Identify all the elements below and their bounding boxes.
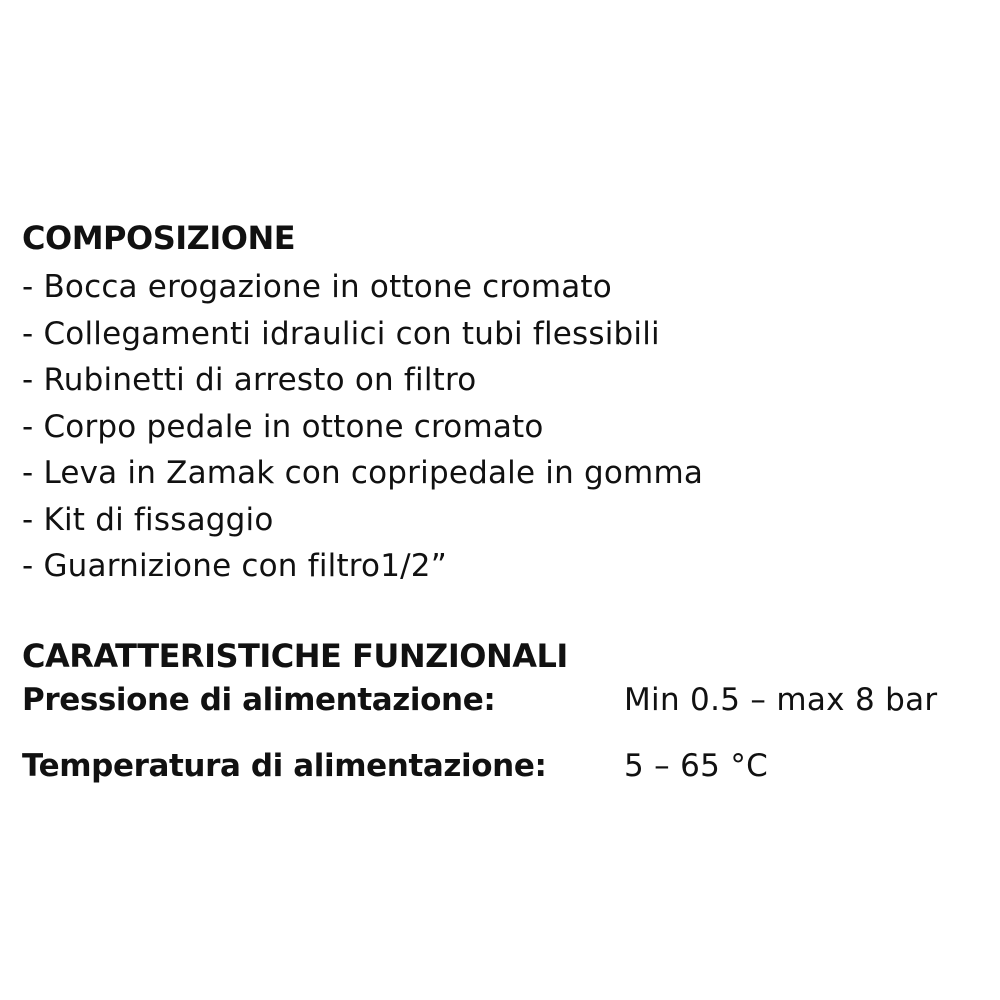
spec-label: Temperatura di alimentazione: [22, 748, 547, 784]
spec-value: Min 0.5 – max 8 bar [624, 682, 938, 718]
composition-heading: COMPOSIZIONE [22, 219, 296, 257]
features-heading: CARATTERISTICHE FUNZIONALI [22, 637, 568, 675]
composition-list [22, 264, 703, 590]
spec-row-pressure [22, 680, 982, 720]
product-spec-sheet [22, 0, 992, 1000]
list-item: - Guarnizione con filtro1/2” [22, 548, 447, 584]
spec-row-temperature [22, 746, 982, 786]
list-item: - Kit di fissaggio [22, 501, 274, 538]
list-item: - Collegamenti idraulici con tubi flessibili [22, 315, 660, 352]
list-item: - Corpo pedale in ottone cromato [22, 408, 544, 445]
spec-label: Pressione di alimentazione: [22, 682, 496, 718]
spec-value: 5 – 65 °C [624, 748, 769, 784]
list-item: - Rubinetti di arresto on filtro [22, 362, 477, 398]
list-item: - Bocca erogazione in ottone cromato [22, 269, 612, 305]
list-item: - Leva in Zamak con copripedale in gomma [22, 455, 704, 491]
